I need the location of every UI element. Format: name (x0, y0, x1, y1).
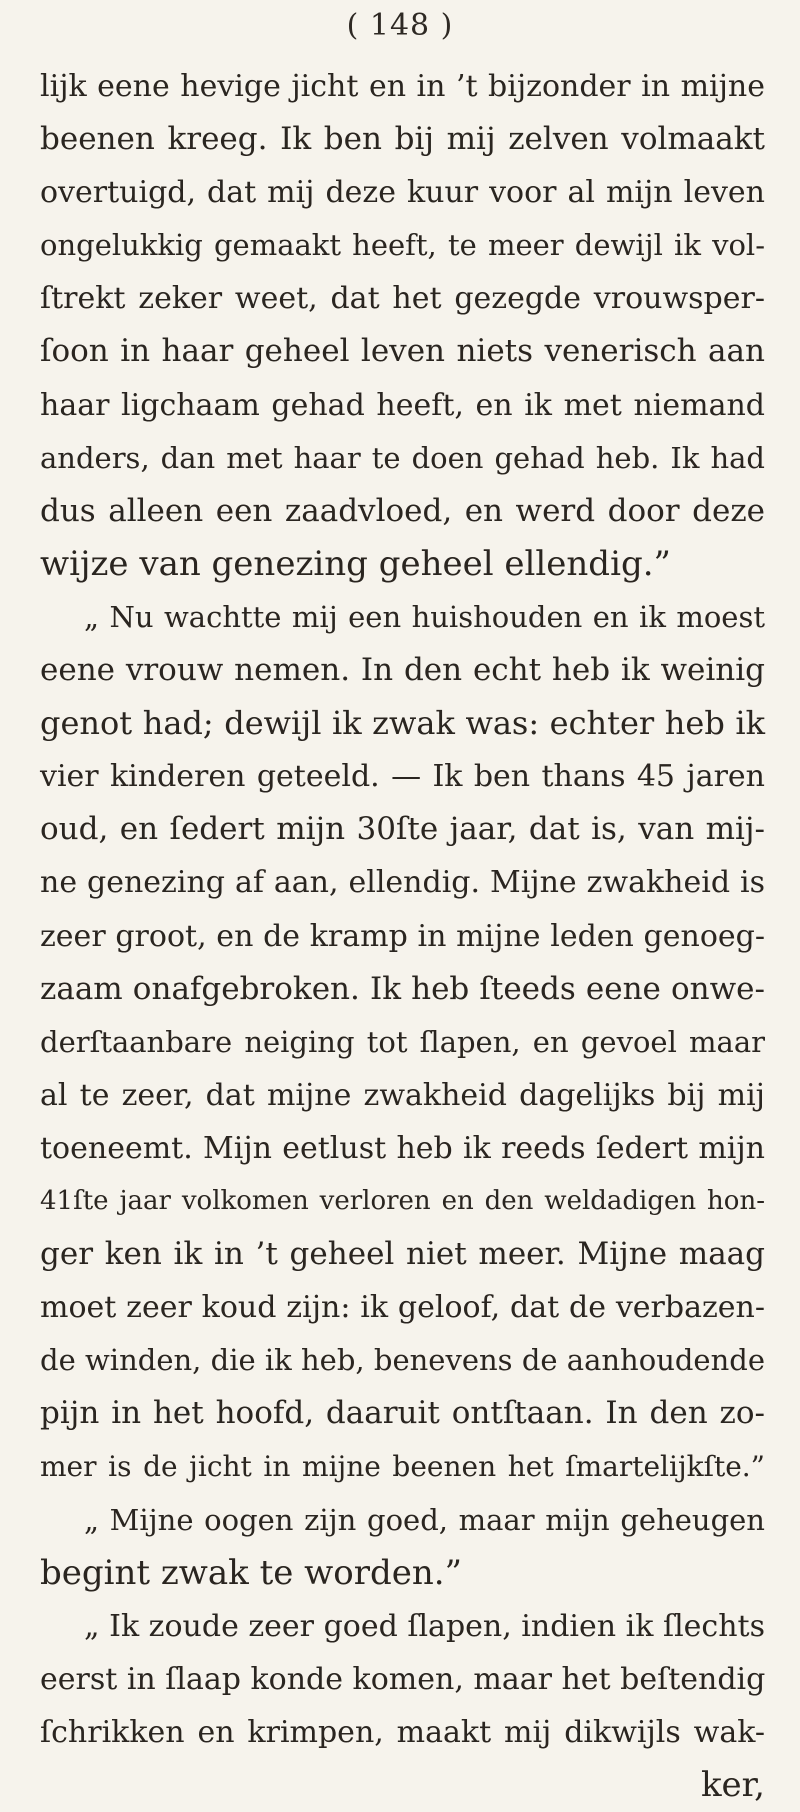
text-line: oud, en ſedert mijn 30ſte jaar, dat is, van mij- (40, 811, 765, 848)
text-line: wijze van genezing geheel ellendig.” (40, 543, 671, 584)
text-line: ongelukkig gemaakt heeft, te meer dewijl ik vol- (40, 228, 765, 263)
text-line: „ Ik zoude zeer goed ſlapen, indien ik ſlechts (84, 1608, 765, 1644)
text-line: overtuigd, dat mij deze kuur voor al mijn leven (40, 175, 765, 211)
text-line: derſtaanbare neiging tot ſlapen, en gevoel maar (40, 1024, 765, 1059)
text-line: ſoon in haar geheel leven niets venerisch aan (40, 333, 765, 370)
text-line: mer is de jicht in mijne beenen het ſmartelijkſte.” (40, 1450, 765, 1484)
text-line: eerst in ſlaap konde komen, maar het beſtendig (40, 1661, 766, 1697)
text-line: anders, dan met haar te doen gehad heb. Ik had (40, 440, 765, 475)
text-line: moet zeer koud zijn: ik geloof, dat de verbazen- (40, 1290, 765, 1326)
text-line: ſchrikken en krimpen, maakt mij dikwijls wak- (40, 1714, 765, 1750)
text-line: genot had; dewijl ik zwak was: echter heb ik (40, 704, 765, 743)
text-line: ne genezing af aan, ellendig. Mijne zwakheid is (40, 865, 765, 901)
text-line: 41ſte jaar volkomen verloren en den weldadigen hon- (40, 1185, 765, 1216)
text-line: „ Nu wachtte mij een huishouden en ik moest (84, 599, 765, 634)
text-line: toeneemt. Mijn eetlust heb ik reeds ſedert mijn (40, 1130, 765, 1166)
text-line: lijk eene hevige jicht en in ’t bijzonder in mijne (40, 69, 765, 104)
text-line: ger ken ik in ’t geheel niet meer. Mijne maag (40, 1236, 765, 1273)
body-text (40, 60, 765, 1812)
text-line: beenen kreeg. Ik ben bij mij zelven volmaakt (40, 121, 765, 158)
text-line: de winden, die ik heb, benevens de aanhoudende (40, 1343, 765, 1378)
page-number: ( 148 ) (346, 8, 454, 43)
text-line: haar ligchaam gehad heeft, en ik met niemand (40, 387, 765, 423)
text-line: ſtrekt zeker weet, dat het gezegde vrouwsper- (40, 281, 765, 317)
text-line: vier kinderen geteeld. — Ik ben thans 45 jaren (40, 759, 765, 795)
text-line: begint zwak te worden.” (40, 1552, 462, 1593)
text-line: ker, (700, 1765, 765, 1805)
text-line: zeer groot, en de kramp in mijne leden genoeg- (40, 918, 765, 954)
text-line: eene vrouw nemen. In den echt heb ik weinig (40, 652, 765, 689)
text-line: pijn in het hoofd, daaruit ontſtaan. In den zo- (40, 1395, 765, 1432)
text-line: zaam onafgebroken. Ik heb ſteeds eene onwe- (40, 970, 765, 1007)
text-line: dus alleen een zaadvloed, en werd door deze (40, 492, 765, 529)
text-line: „ Mijne oogen zijn goed, maar mijn geheugen (84, 1502, 765, 1537)
text-line: al te zeer, dat mijne zwakheid dagelijks bij mij (40, 1077, 765, 1113)
